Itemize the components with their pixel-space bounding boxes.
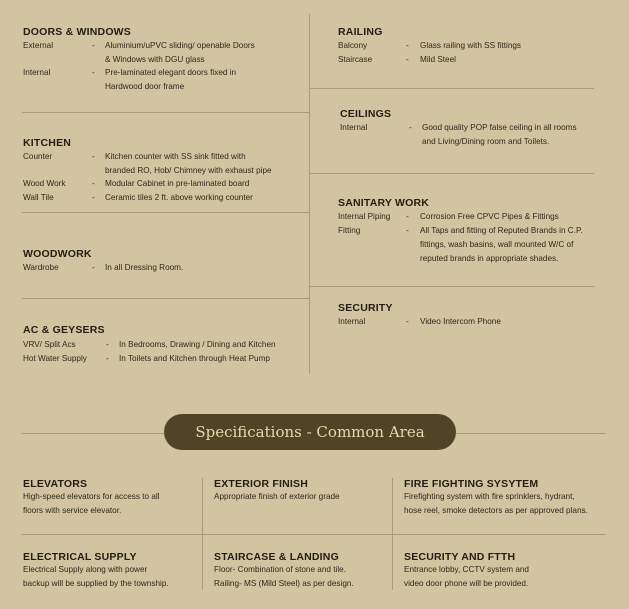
doors-external-value-2: & Windows with DGU glass (105, 55, 205, 64)
doors-title: DOORS & WINDOWS (23, 26, 131, 38)
security-internal-label: Internal (338, 317, 366, 326)
common-divider-v1 (202, 478, 203, 590)
woodwork-title: WOODWORK (23, 248, 92, 260)
railing-staircase-dash: - (406, 55, 409, 64)
right-divider-2 (310, 173, 594, 174)
sanitary-fitting-value-1: All Taps and fitting of Reputed Brands in C.P. (420, 226, 583, 235)
ac-vrv-label: VRV/ Split Acs (23, 340, 76, 349)
banner-line-right (456, 433, 606, 434)
ceilings-row-internal (340, 121, 610, 149)
kitchen-woodwork-value: Modular Cabinet in pre-laminated board (105, 179, 250, 188)
fire-fighting-title: FIRE FIGHTING SYSYTEM (404, 478, 539, 490)
kitchen-counter-value-2: branded RO, Hob/ Chimney with exhaust pipe (105, 166, 272, 175)
kitchen-walltile-value: Ceramic tiles 2 ft. above working counter (105, 193, 253, 202)
security-ftth-text-1: Entrance lobby, CCTV system and (404, 565, 529, 574)
kitchen-walltile-label: Wall Tile (23, 193, 54, 202)
woodwork-wardrobe-dash: - (92, 263, 95, 272)
ceilings-internal-label: Internal (340, 123, 368, 132)
staircase-landing-text-2: Railing- MS (Mild Steel) as per design. (214, 579, 354, 588)
security-internal-value: Video Intercom Phone (420, 317, 501, 326)
ac-row-hotwater (23, 352, 307, 366)
left-divider-1 (22, 112, 309, 113)
electrical-supply-title: ELECTRICAL SUPPLY (23, 551, 137, 563)
kitchen-counter-label: Counter (23, 152, 53, 161)
right-divider-3 (310, 286, 594, 287)
ac-vrv-dash: - (106, 340, 109, 349)
kitchen-counter-dash: - (92, 152, 95, 161)
doors-external-dash: - (92, 41, 95, 50)
left-divider-2 (22, 212, 309, 213)
electrical-supply-text-2: backup will be supplied by the township. (23, 579, 169, 588)
sanitary-fitting-label: Fitting (338, 226, 361, 235)
banner-line-left (22, 433, 164, 434)
ac-title: AC & GEYSERS (23, 324, 105, 336)
woodwork-row-wardrobe (23, 261, 303, 275)
ceilings-internal-value-2: and Living/Dining room and Toilets. (422, 137, 550, 146)
ac-row-vrv (23, 338, 307, 352)
sanitary-piping-dash: - (406, 212, 409, 221)
ac-hotwater-label: Hot Water Supply (23, 354, 87, 363)
fire-fighting-text-2: hose reel, smoke detectors as per approved plans. (404, 506, 588, 515)
kitchen-row-walltile (23, 191, 303, 205)
staircase-landing-title: STAIRCASE & LANDING (214, 551, 339, 563)
railing-balcony-dash: - (406, 41, 409, 50)
electrical-supply-text-1: Electrical Supply along with power (23, 565, 148, 574)
woodwork-wardrobe-value: In all Dressing Room. (105, 263, 184, 272)
ac-hotwater-dash: - (106, 354, 109, 363)
kitchen-woodwork-dash: - (92, 179, 95, 188)
kitchen-walltile-dash: - (92, 193, 95, 202)
sanitary-piping-value: Corrosion Free CPVC Pipes & Fittings (420, 212, 559, 221)
sanitary-piping-label: Internal Piping (338, 212, 391, 221)
fire-fighting-text-1: Firefighting system with fire sprinklers, hydrant, (404, 492, 575, 501)
doors-internal-value-1: Pre-laminated elegant doors fixed in (105, 68, 237, 77)
common-divider-h (22, 534, 606, 535)
common-divider-v2 (392, 478, 393, 590)
security-ftth-title: SECURITY AND FTTH (404, 551, 516, 563)
kitchen-woodwork-label: Wood Work (23, 179, 66, 188)
right-divider-1 (310, 88, 594, 89)
exterior-finish-title: EXTERIOR FINISH (214, 478, 309, 490)
security-row-internal (338, 315, 608, 329)
doors-external-value-1: Aluminium/uPVC sliding/ openable Doors (105, 41, 255, 50)
staircase-landing-text-1: Floor- Combination of stone and tile. (214, 565, 346, 574)
doors-internal-label: Internal (23, 68, 51, 77)
security-ftth-text-2: video door phone will be provided. (404, 579, 529, 588)
ac-vrv-value: In Bedrooms, Drawing / Dining and Kitchen (119, 340, 276, 349)
railing-balcony-value: Glass railing with SS fittings (420, 41, 522, 50)
doors-row-internal (23, 66, 303, 94)
ac-hotwater-value: In Toilets and Kitchen through Heat Pump (119, 354, 270, 363)
kitchen-row-woodwork (23, 177, 303, 191)
kitchen-counter-value-1: Kitchen counter with SS sink fitted with (105, 152, 246, 161)
doors-internal-dash: - (92, 68, 95, 77)
left-divider-3 (22, 298, 309, 299)
sanitary-row-piping (338, 210, 608, 224)
woodwork-wardrobe-label: Wardrobe (23, 263, 59, 272)
elevators-text-2: floors with service elevator. (23, 506, 122, 515)
elevators-text-1: High-speed elevators for access to all (23, 492, 160, 501)
railing-row-balcony (338, 39, 608, 53)
sanitary-row-fitting (338, 224, 608, 266)
ceilings-internal-value-1: Good quality POP false ceiling in all rooms (422, 123, 577, 132)
kitchen-title: KITCHEN (23, 137, 72, 149)
exterior-finish-text-1: Appropriate finish of exterior grade (214, 492, 340, 501)
doors-internal-value-2: Hardwood door frame (105, 82, 185, 91)
common-area-banner: Specifications - Common Area (164, 414, 456, 450)
elevators-title: ELEVATORS (23, 478, 88, 490)
railing-row-staircase (338, 53, 608, 67)
sanitary-title: SANITARY WORK (338, 197, 430, 209)
ceilings-title: CEILINGS (340, 108, 392, 120)
sanitary-fitting-dash: - (406, 226, 409, 235)
doors-external-label: External (23, 41, 54, 50)
railing-title: RAILING (338, 26, 383, 38)
security-title: SECURITY (338, 302, 393, 314)
sanitary-fitting-value-3: reputed brands in appropriate shades. (420, 254, 559, 263)
doors-row-external (23, 39, 303, 67)
ceilings-internal-dash: - (409, 123, 412, 132)
railing-staircase-label: Staircase (338, 55, 373, 64)
railing-balcony-label: Balcony (338, 41, 368, 50)
security-internal-dash: - (406, 317, 409, 326)
sanitary-fitting-value-2: fittings, wash basins, wall mounted W/C of (420, 240, 574, 249)
center-vertical-divider (309, 14, 310, 374)
railing-staircase-value: Mild Steel (420, 55, 456, 64)
kitchen-row-counter (23, 150, 303, 178)
